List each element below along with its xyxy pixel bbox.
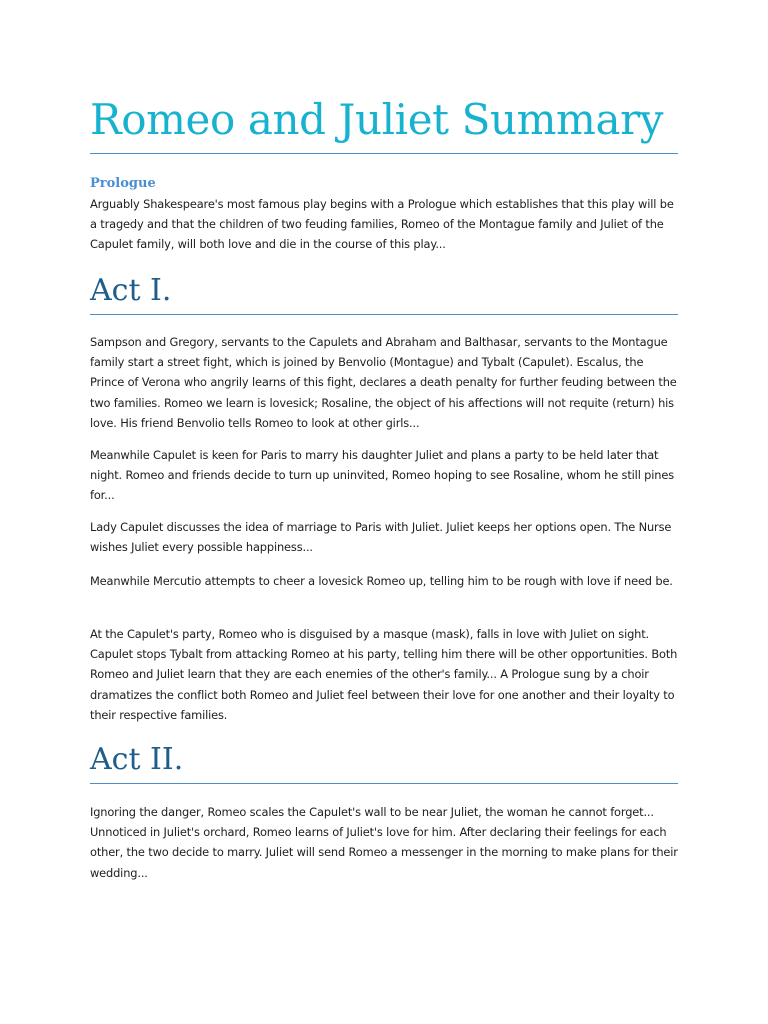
act-1-paragraph-5: At the Capulet's party, Romeo who is disguised by a masque (mask), falls in love with Juliet on sight. Capulet stops Tybalt from attacking Romeo at his party, telling him there will be other opportunities. Both Romeo and Juliet learn that they are each enemies of the other's family... A Prologue sung by a choir dramatizes the conflict both Romeo and Juliet feel between their love for one another and their loyalty to their respective families.	[90, 627, 678, 722]
act-2-heading: Act II.	[90, 742, 184, 777]
prologue-heading: Prologue	[90, 176, 156, 191]
act-1-paragraph-2: Meanwhile Capulet is keen for Paris to marry his daughter Juliet and plans a party to be held later that night. Romeo and friends decide to turn up uninvited, Romeo hoping to see Rosaline, whom he still pines for...	[90, 448, 674, 503]
title-divider	[90, 153, 678, 154]
act-1-paragraph-1: Sampson and Gregory, servants to the Capulets and Abraham and Balthasar, servants to the Montague family start a street fight, which is joined by Benvolio (Montague) and Tybalt (Capulet). Escalus, the Prince of Verona who angrily learns of this fight, declares a death penalty for further feuding between the two families. Romeo we learn is lovesick; Rosaline, the object of his affections will not requite (return) his love. His friend Benvolio tells Romeo to look at other girls...	[90, 335, 677, 430]
act-1-heading: Act I.	[90, 273, 172, 308]
act-2-divider	[90, 783, 678, 784]
prologue-paragraph: Arguably Shakespeare's most famous play begins with a Prologue which establishes that this play will be a tragedy and that the children of two feuding families, Romeo of the Montague family and Juliet of the Capulet family, will both love and die in the course of this play...	[90, 197, 674, 252]
act-1-divider	[90, 314, 678, 315]
document-title: Romeo and Juliet Summary	[90, 95, 664, 144]
act-1-paragraph-4: Meanwhile Mercutio attempts to cheer a lovesick Romeo up, telling him to be rough with love if need be.	[90, 574, 673, 588]
act-2-paragraph-1: Ignoring the danger, Romeo scales the Capulet's wall to be near Juliet, the woman he cannot forget... Unnoticed in Juliet's orchard, Romeo learns of Juliet's love for him. After declaring their feelings for each other, the two decide to marry. Juliet will send Romeo a messenger in the morning to make plans for their wedding...	[90, 805, 678, 880]
act-1-paragraph-3: Lady Capulet discusses the idea of marriage to Paris with Juliet. Juliet keeps her options open. The Nurse wishes Juliet every possible happiness...	[90, 520, 672, 555]
